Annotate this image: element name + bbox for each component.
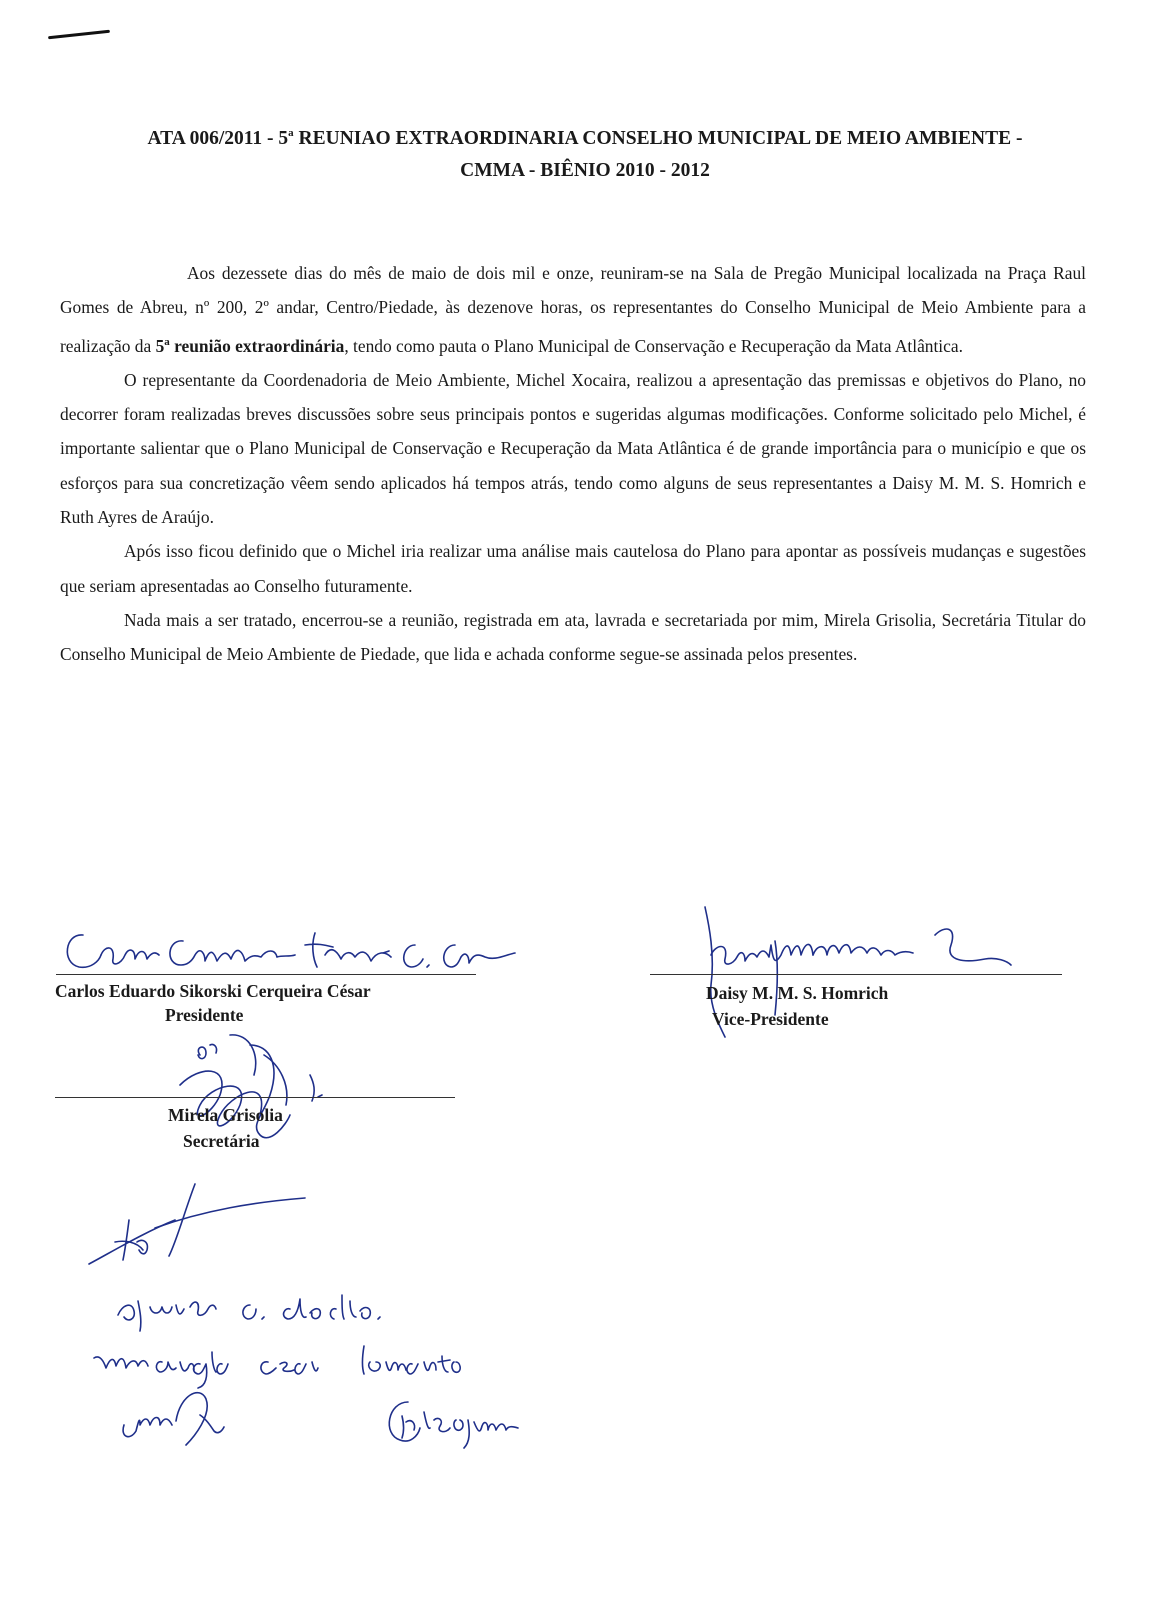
vice-president-name: Daisy M. M. S. Homrich [706,983,889,1003]
attendee-signature-2 [110,1285,420,1335]
paragraph-2: O representante da Coordenadoria de Meio Ambiente, Michel Xocaira, realizou a apresentação das premissas e objetivos do Plano, no decorrer foram realizadas breves discussões sobre seus principais pontos e sugeridas algumas modificações. Conforme solicitado pelo Michel, é importante salientar que o Plano Municipal de Conservação e Recuperação da Mata Atlântica é de grande importância para o município e que os esforços para sua concretização vêem sendo aplicados há tempos atrás, tendo como alguns de seus representantes a Daisy M. M. S. Homrich e Ruth Ayres de Araújo. [60,369,1086,528]
vice-president-signature-line [650,974,1062,975]
document-title-line-2: CMMA - BIÊNIO 2010 - 2012 [460,160,710,181]
vice-president-role: Vice-Presidente [712,1009,829,1029]
president-name: Carlos Eduardo Sikorski Cerqueira César [55,981,371,1001]
paragraph-1: Aos dezessete dias do mês de maio de dois mil e onze, reuniram-se na Sala de Pregão Municipal localizada na Praça Raul Gomes de Abreu, nº 200, 2º andar, Centro/Piedade, às dezenove horas, os representantes do Conselho Municipal de Meio Ambiente para a realização da 5$^a$ reunião extraordinária, tendo como pauta o Plano Municipal de Conservação e Recuperação da Mata Atlântica. [60,263,1086,356]
minutes-body [60,256,1086,672]
secretary-signature-line [55,1097,455,1098]
document-title-line-1: ATA 006/2011 - 5$^a$ REUNIAO EXTRAORDINARIA CONSELHO MUNICIPAL DE MEIO AMBIENTE - [147,127,1023,149]
scan-mark [48,30,110,39]
paragraph-3: Após isso ficou definido que o Michel iria realizar uma análise mais cautelosa do Plano para apontar as possíveis mudanças e sugestões que seriam apresentadas ao Conselho futuramente. [60,541,1086,596]
attendee-signature-4 [110,1375,230,1455]
vice-president-signature [645,905,1015,1045]
attendee-signature-1 [85,1180,315,1270]
president-role: Presidente [165,1005,244,1025]
president-signature-line [56,974,476,975]
secretary-name: Mirela Grisolia [168,1105,283,1125]
secretary-role: Secretária [183,1131,260,1151]
paragraph-4: Nada mais a ser tratado, encerrou-se a reunião, registrada em ata, lavrada e secretariada por mim, Mirela Grisolia, Secretária Titular do Conselho Municipal de Meio Ambiente de Piedade, que lida e achada conforme segue-se assinada pelos presentes. [60,609,1086,665]
attendee-signature-5 [378,1392,563,1452]
